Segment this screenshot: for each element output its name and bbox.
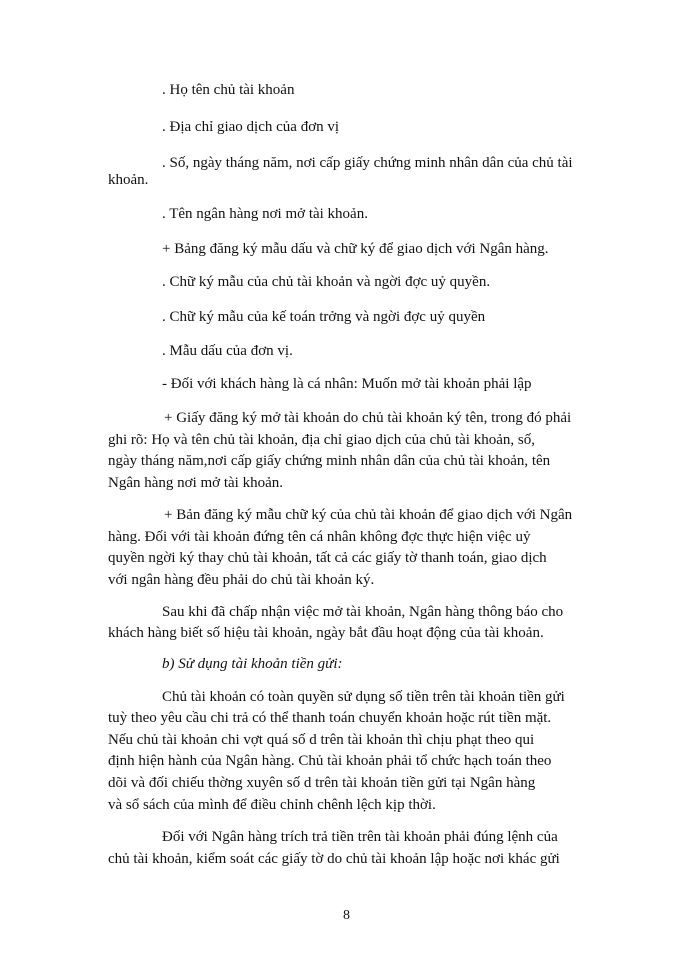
text-line: Ngân hàng nơi mở tài khoản.: [108, 475, 283, 491]
text-line: dõi và đối chiếu thờng xuyên số d trên tài khoản tiền gửi tại Ngân hàng: [108, 775, 536, 791]
text-line: . Chữ ký mẫu của chủ tài khoản và ngời đợc uỷ quyền.: [162, 274, 491, 290]
text-line: khách hàng biết số hiệu tài khoản, ngày bắt đầu hoạt động của tài khoản.: [108, 625, 544, 641]
section-heading: b) Sử dụng tài khoản tiền gửi:: [162, 656, 343, 672]
text-line: . Chữ ký mẫu của kế toán trởng và ngời đợc uỷ quyền: [162, 309, 486, 325]
text-line: . Tên ngân hàng nơi mở tài khoản.: [162, 206, 368, 222]
text-line: hàng. Đối với tài khoản đứng tên cá nhân không đợc thực hiện việc uỷ: [108, 529, 531, 545]
text-line: . Mẫu dấu của đơn vị.: [162, 343, 293, 359]
text-line: định hiện hành của Ngân hàng. Chủ tài khoản phải tổ chức hạch toán theo: [108, 753, 552, 769]
text-line: chủ tài khoản, kiểm soát các giấy tờ do chủ tài khoản lập hoặc nơi khác gửi: [108, 851, 560, 867]
text-line: Nếu chủ tài khoản chi vợt quá số d trên tài khoản thì chịu phạt theo qui: [108, 732, 535, 748]
text-line: ghi rõ: Họ và tên chủ tài khoản, địa chỉ giao dịch của chủ tài khoản, số,: [108, 432, 535, 448]
text-line: + Giấy đăng ký mở tài khoản do chủ tài khoản ký tên, trong đó phải: [164, 410, 572, 426]
text-line: và sổ sách của mình để điều chỉnh chênh lệch kịp thời.: [108, 797, 436, 813]
text-line: . Họ tên chủ tài khoản: [162, 82, 295, 98]
text-line: Chủ tài khoản có toàn quyền sử dụng số tiền trên tài khoản tiền gửi: [162, 689, 565, 705]
text-line: Đối với Ngân hàng trích trả tiền trên tài khoản phải đúng lệnh của: [162, 829, 558, 845]
text-line: - Đối với khách hàng là cá nhân: Muốn mở tài khoản phải lập: [162, 376, 532, 392]
text-line: với ngân hàng đều phải do chủ tài khoản ký.: [108, 572, 375, 588]
text-line: khoản.: [108, 172, 149, 188]
page-number: 8: [343, 908, 350, 923]
text-line: + Bản đăng ký mẫu chữ ký của chủ tài khoản để giao dịch với Ngân: [164, 507, 573, 523]
text-line: ngày tháng năm,nơi cấp giấy chứng minh nhân dân của chủ tài khoản, tên: [108, 453, 551, 469]
text-line: quyền ngời ký thay chủ tài khoản, tất cả các giấy tờ thanh toán, giao dịch: [108, 550, 547, 566]
text-line: tuỳ theo yêu cầu chi trả có thể thanh toán chuyển khoản hoặc rút tiền mặt.: [108, 710, 552, 726]
text-line: . Địa chỉ giao dịch của đơn vị: [162, 119, 340, 135]
text-line: . Số, ngày tháng năm, nơi cấp giấy chứng minh nhân dân của chủ tài: [162, 155, 573, 171]
text-line: Sau khi đã chấp nhận việc mở tài khoản, Ngân hàng thông báo cho: [162, 604, 564, 620]
text-line: + Bảng đăng ký mẫu dấu và chữ ký để giao dịch với Ngân hàng.: [162, 241, 549, 257]
